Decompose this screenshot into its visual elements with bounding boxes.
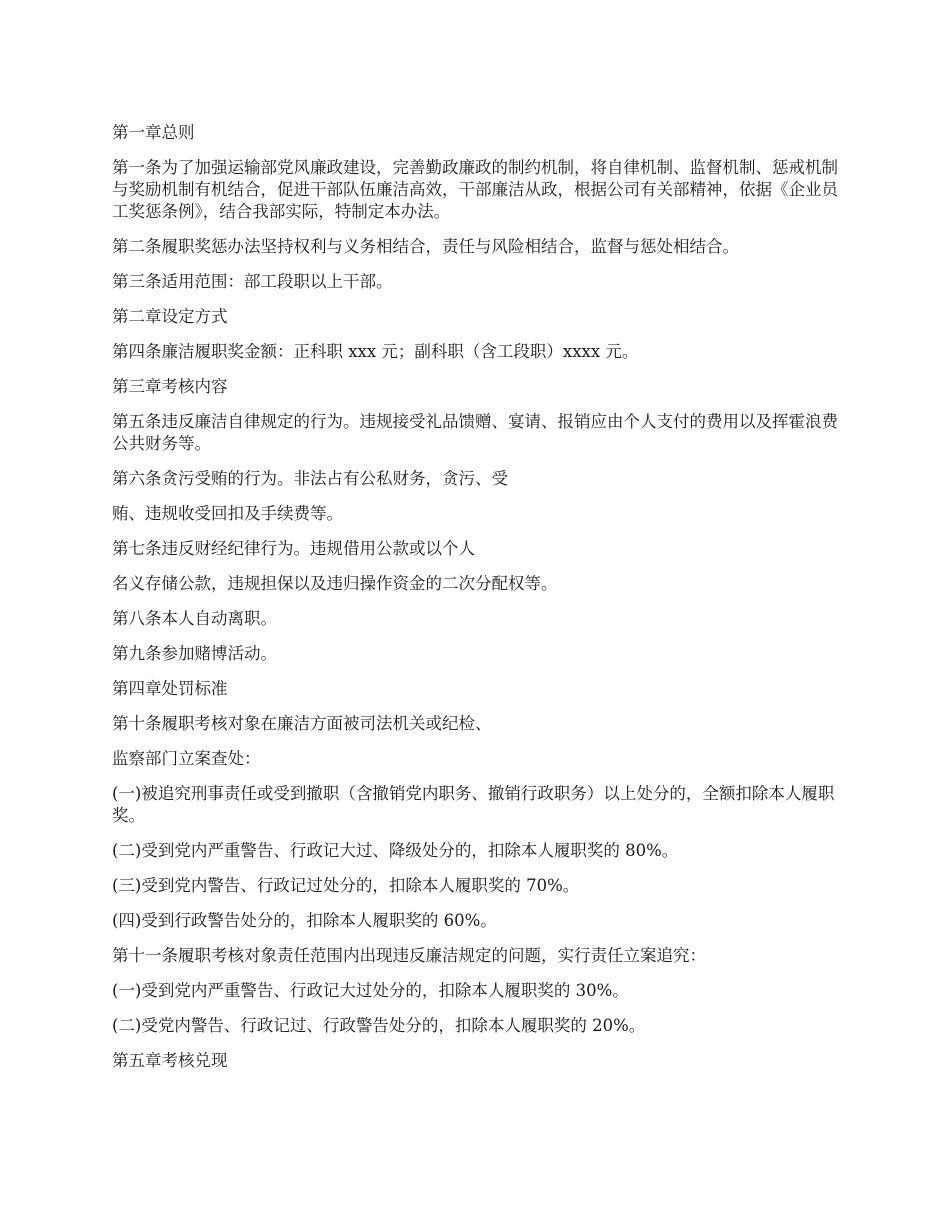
chapter-heading-2: 第二章设定方式 [112,307,228,326]
article-10-item-3: (三)受到党内警告、行政记过处分的，扣除本人履职奖的 70%。 [112,876,580,895]
article-1: 第一条为了加强运输部党风廉政建设，完善勤政廉政的制约机制，将自律机制、监督机制、惩戒机制与奖励机制有机结合，促进干部队伍廉洁高效，干部廉洁从政，根据公司有关部精神，依据《企业员工奖惩条例》，结合我部实际，特制定本办法。 [112,158,838,221]
article-10-line-1: 第十条履职考核对象在廉洁方面被司法机关或纪检、 [112,714,492,733]
article-3: 第三条适用范围：部工段职以上干部。 [112,272,393,291]
chapter-heading-4: 第四章处罚标准 [112,679,228,698]
article-5: 第五条违反廉洁自律规定的行为。违规接受礼品馈赠、宴请、报销应由个人支付的费用以及挥霍浪费公共财务等。 [112,412,838,453]
article-6-line-2: 贿、违规收受回扣及手续费等。 [112,504,343,523]
article-10-item-2: (二)受到党内严重警告、行政记大过、降级处分的，扣除本人履职奖的 80%。 [112,841,679,860]
chapter-heading-1: 第一章总则 [112,123,195,142]
article-11-item-2: (二)受党内警告、行政记过、行政警告处分的，扣除本人履职奖的 20%。 [112,1016,646,1035]
article-6-line-1: 第六条贪污受贿的行为。非法占有公私财务，贪污、受 [112,469,508,488]
article-7-line-1: 第七条违反财经纪律行为。违规借用公款或以个人 [112,539,475,558]
article-8: 第八条本人自动离职。 [112,609,277,628]
article-11-item-1: (一)受到党内严重警告、行政记大过处分的，扣除本人履职奖的 30%。 [112,981,629,1000]
article-7-line-2: 名义存储公款，违规担保以及违归操作资金的二次分配权等。 [112,574,558,593]
article-4: 第四条廉洁履职奖金额：正科职 xxx 元；副科职（含工段职）xxxx 元。 [112,342,639,361]
article-2: 第二条履职奖惩办法坚持权利与义务相结合，责任与风险相结合，监督与惩处相结合。 [112,237,739,256]
chapter-heading-3: 第三章考核内容 [112,377,228,396]
article-10-line-2: 监察部门立案查处： [112,749,261,768]
article-10-item-4: (四)受到行政警告处分的，扣除本人履职奖的 60%。 [112,911,497,930]
article-10-item-1: (一)被追究刑事责任或受到撤职（含撤销党内职务、撤销行政职务）以上处分的，全额扣除本人履职奖。 [112,784,835,825]
article-11: 第十一条履职考核对象责任范围内出现违反廉洁规定的问题，实行责任立案追究： [112,946,706,965]
article-9: 第九条参加赌博活动。 [112,644,277,663]
document-body [112,122,842,1085]
chapter-heading-5: 第五章考核兑现 [112,1051,228,1070]
